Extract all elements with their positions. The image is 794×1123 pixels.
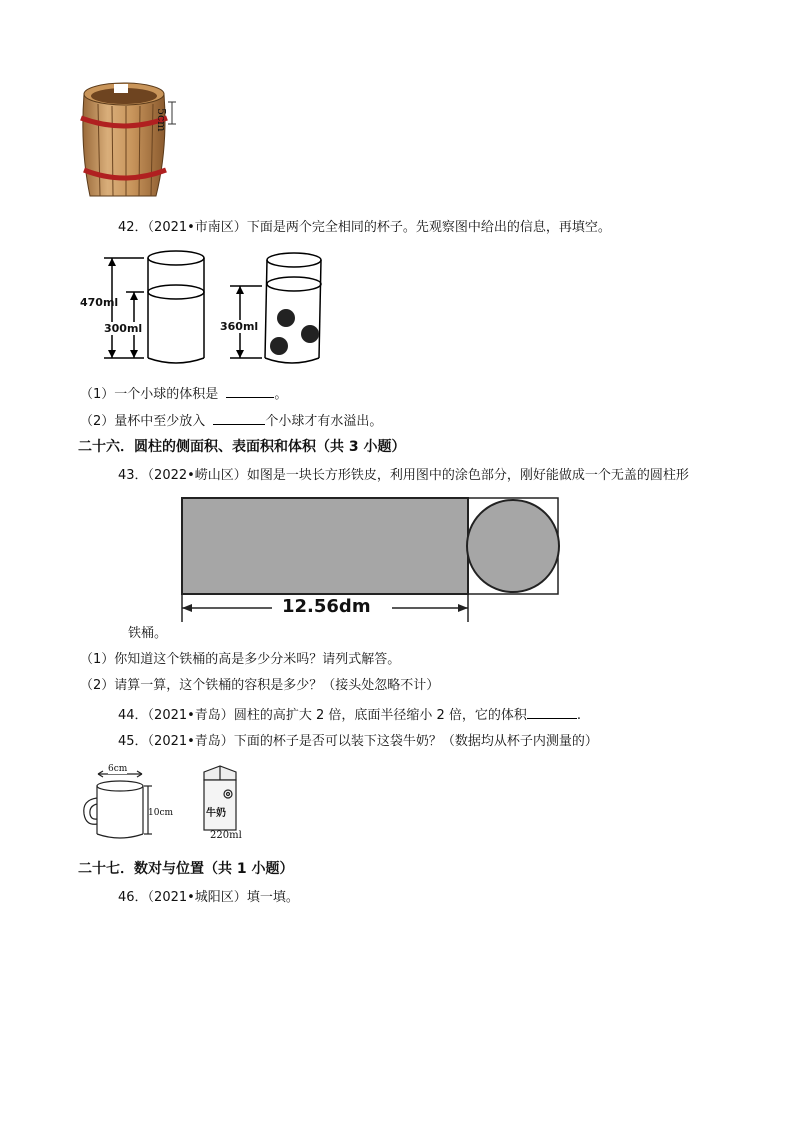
cup-height-label: 10cm: [148, 808, 174, 818]
barrel-height-label: 5cm: [155, 108, 168, 132]
length-label: 12.56dm: [282, 596, 371, 617]
question-source: （2021•城阳区）: [147, 890, 247, 905]
answer-blank[interactable]: [213, 424, 265, 425]
q43-stem: [118, 464, 689, 483]
question-text: 填一填。: [246, 890, 299, 905]
question-text: 下面的杯子是否可以装下这袋牛奶？（数据均从杯子内测量的）: [233, 734, 598, 749]
cup-and-milk-figure: [80, 762, 280, 844]
q42-sub2: （2）量杯中至少放入 个小球才有水溢出。: [80, 414, 383, 429]
question-source: （2021•青岛）: [147, 708, 234, 723]
question-text: 如图是一块长方形铁皮，利用图中的涂色部分，刚好能做成一个无盖的圆柱形: [246, 468, 689, 483]
iron-sheet-figure: [178, 494, 562, 626]
q42-sub1: （1）一个小球的体积是 。: [80, 387, 288, 402]
question-text: 圆柱的高扩大 2 倍，底面半径缩小 2 倍，它的体积: [233, 708, 527, 723]
answer-blank[interactable]: [226, 397, 274, 398]
milk-name-label: 牛奶: [206, 808, 226, 819]
question-number: 44．: [118, 708, 148, 723]
label-470ml: 470ml: [80, 296, 119, 309]
q44-stem: 44．（2021•青岛）圆柱的高扩大 2 倍，底面半径缩小 2 倍，它的体积 .: [118, 708, 582, 723]
q43-stem-cont: 铁桶。: [128, 626, 168, 641]
question-source: （2022•崂山区）: [147, 468, 247, 483]
question-number: 42．: [118, 220, 148, 235]
label-300ml: 300ml: [104, 322, 143, 335]
q43-sub1: （1）你知道这个铁桶的高是多少分米吗？请列式解答。: [80, 652, 401, 667]
answer-blank[interactable]: [527, 718, 577, 719]
question-number: 46．: [118, 890, 148, 905]
cups-figure: [78, 246, 348, 368]
q43-sub2: （2）请算一算，这个铁桶的容积是多少？（接头处忽略不计）: [80, 678, 440, 693]
q46-stem: [118, 886, 299, 905]
milk-volume-label: 220ml: [210, 830, 242, 841]
question-number: 45．: [118, 734, 148, 749]
question-source: （2021•青岛）: [147, 734, 234, 749]
cup-width-label: 6cm: [108, 764, 128, 774]
question-number: 43．: [118, 468, 148, 483]
question-text: 下面是两个完全相同的杯子。先观察图中给出的信息，再填空。: [246, 220, 611, 235]
label-360ml: 360ml: [220, 320, 259, 333]
question-source: （2021•市南区）: [147, 220, 247, 235]
q42-stem: [118, 216, 611, 235]
wooden-barrel-figure: [76, 78, 196, 202]
section-heading: 二十七．数对与位置（共 1 小题）: [78, 861, 294, 877]
q45-stem: [118, 730, 598, 749]
section-heading: 二十六．圆柱的侧面积、表面积和体积（共 3 小题）: [78, 439, 406, 455]
